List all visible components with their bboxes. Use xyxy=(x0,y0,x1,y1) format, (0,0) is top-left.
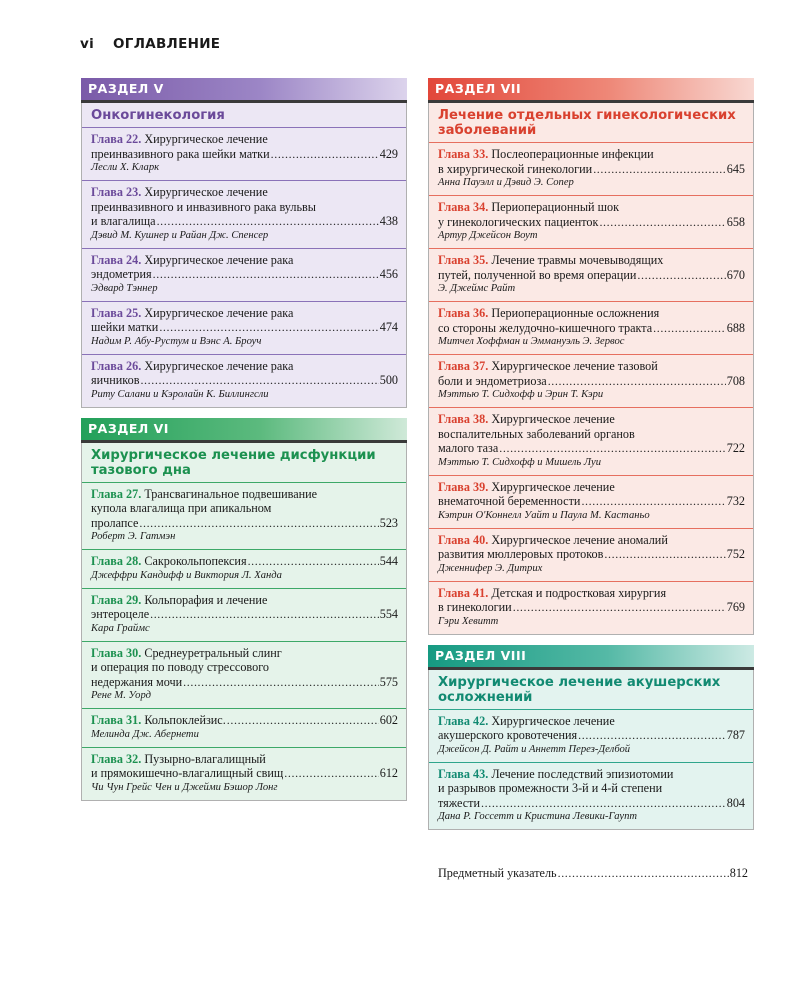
chapter-title-line xyxy=(91,607,398,622)
chapter-number: Глава 31. xyxy=(91,713,142,727)
chapter-title-text: Хирургическое лечение тазовой xyxy=(491,359,658,373)
chapter-title-text: Хирургическое лечение xyxy=(491,479,615,494)
section-label: РАЗДЕЛ VIII xyxy=(435,647,527,663)
chapter-number: Глава 30. xyxy=(91,645,142,660)
chapter-title-line xyxy=(438,767,745,782)
chapter-entry[interactable] xyxy=(82,301,406,354)
page-number: 645 xyxy=(726,161,745,176)
chapter-number: Глава 26. xyxy=(91,358,142,373)
section-title-line: Хирургическое лечение дисфункции xyxy=(91,447,376,463)
chapter-title-text: эндометрия xyxy=(91,267,152,281)
left-column xyxy=(81,78,407,801)
page-number: 456 xyxy=(379,267,398,281)
chapter-title-text: Пузырно-влагалищный xyxy=(144,751,266,766)
chapter-number: Глава 38. xyxy=(438,412,489,426)
section-banner xyxy=(428,645,754,667)
chapter-title-line xyxy=(91,200,398,215)
chapter-title-text: развития мюллеровых протоков xyxy=(438,547,604,561)
chapter-title-text: Детская и подростковая хирургия xyxy=(491,585,667,600)
chapter-title-line xyxy=(91,554,398,569)
section-banner xyxy=(428,78,754,100)
section-title xyxy=(429,670,753,709)
chapter-title-text: энтероцеле xyxy=(91,607,150,621)
page-title: ОГЛАВЛЕНИЕ xyxy=(113,36,221,52)
section-title xyxy=(429,103,753,142)
chapter-title-line xyxy=(91,267,398,282)
chapter-title-line xyxy=(91,359,398,374)
chapter-title-text: преинвазивного и инвазивного рака вульвы xyxy=(91,199,316,214)
page-number: 575 xyxy=(379,674,398,689)
chapter-title-text: преинвазивного рака шейки матки xyxy=(91,146,270,161)
chapter-title-text: в гинекологии xyxy=(438,600,512,614)
chapter-title-text: Лечение последствий эпизиотомии xyxy=(491,766,674,781)
chapter-list xyxy=(429,709,753,830)
section-title-line: заболеваний xyxy=(438,123,537,138)
leader-dots xyxy=(548,374,726,389)
chapter-entry[interactable] xyxy=(82,180,406,248)
section-title-line: осложнений xyxy=(438,689,533,705)
section-title-line: тазового дна xyxy=(91,462,191,478)
leader-dots xyxy=(637,268,725,283)
chapter-entry[interactable] xyxy=(429,528,753,581)
chapter-title-line xyxy=(91,501,398,516)
chapter-entry[interactable] xyxy=(82,588,406,641)
chapter-authors: Кара Граймс xyxy=(91,622,150,634)
chapter-number: Глава 39. xyxy=(438,479,489,494)
chapter-number: Глава 27. xyxy=(91,486,142,501)
chapter-title-text: шейки матки xyxy=(91,320,159,334)
chapter-title-text: Хирургическое лечение рака xyxy=(144,358,294,373)
chapter-title-text: Хирургическое лечение xyxy=(144,185,268,199)
chapter-authors: Чи Чун Грейс Чен и Джейми Бэшор Лонг xyxy=(91,781,278,793)
chapter-title-line xyxy=(91,214,398,229)
section-box xyxy=(428,103,754,635)
chapter-title-line xyxy=(438,728,745,743)
chapter-title-text: внематочной беременности xyxy=(438,494,581,508)
section-title-line: Онкогинекология xyxy=(91,108,225,123)
chapter-title-line xyxy=(91,646,398,661)
section-box xyxy=(428,670,754,831)
right-column xyxy=(428,78,754,830)
chapter-title-text: Кольпорафия и лечение xyxy=(144,592,268,607)
chapter-title-line xyxy=(91,675,398,690)
chapter-entry[interactable] xyxy=(429,142,753,195)
chapter-title-text: Трансвагинальное подвешивание xyxy=(144,486,318,501)
chapter-title-text: яичников xyxy=(91,373,140,387)
chapter-number: Глава 24. xyxy=(91,252,142,267)
chapter-title-text: боли и эндометриоза xyxy=(438,373,547,388)
chapter-title-text: малого таза xyxy=(438,441,499,455)
section-label: РАЗДЕЛ VI xyxy=(88,420,169,436)
chapter-entry[interactable] xyxy=(429,248,753,301)
chapter-title-line xyxy=(438,547,745,562)
chapter-title-text: воспалительных заболеваний органов xyxy=(438,426,635,441)
page-number: 732 xyxy=(726,494,745,508)
section-title xyxy=(82,443,406,482)
chapter-title-line xyxy=(91,147,398,162)
chapter-number: Глава 34. xyxy=(438,200,489,214)
page-header xyxy=(80,36,220,52)
chapter-authors: Гэри Хевитт xyxy=(438,615,499,627)
chapter-title-line xyxy=(91,306,398,321)
chapter-entry[interactable] xyxy=(82,248,406,301)
chapter-title-text: Периоперационные осложнения xyxy=(491,306,660,320)
chapter-entry[interactable] xyxy=(429,301,753,354)
chapter-title-line xyxy=(438,441,745,456)
page-number: 474 xyxy=(379,320,398,334)
chapter-number: Глава 29. xyxy=(91,592,142,607)
chapter-authors: Кэтрин О'Коннелл Уайт и Паула М. Кастаньо xyxy=(438,509,650,521)
leader-dots xyxy=(139,516,378,531)
leader-dots xyxy=(599,215,725,230)
chapter-title-text: в хирургической гинекологии xyxy=(438,161,593,176)
section-banner xyxy=(81,78,407,100)
leader-dots xyxy=(271,147,379,162)
leader-dots xyxy=(140,373,378,388)
chapter-title-text: Лечение травмы мочевыводящих xyxy=(491,253,664,267)
page-number: 688 xyxy=(726,320,745,335)
chapter-authors: Джеффри Кандифф и Виктория Л. Ханда xyxy=(91,569,282,581)
chapter-entry[interactable] xyxy=(82,641,406,709)
chapter-title-line xyxy=(91,320,398,335)
chapter-title-text: и операция по поводу стрессового xyxy=(91,660,269,674)
section-box xyxy=(81,103,407,408)
leader-dots xyxy=(183,675,379,690)
chapter-title-line xyxy=(91,516,398,531)
chapter-entry[interactable] xyxy=(82,708,406,747)
chapter-title-text: и разрывов промежности 3-й и 4-й степени xyxy=(438,781,663,795)
chapter-list xyxy=(82,482,406,800)
chapter-title-text: путей, полученной во время операции xyxy=(438,267,637,282)
page-number: 438 xyxy=(379,214,398,228)
chapter-number: Глава 22. xyxy=(91,132,142,146)
chapter-authors: Артур Джейсон Воут xyxy=(438,230,538,241)
page-number: 602 xyxy=(379,713,398,727)
leader-dots xyxy=(227,713,379,728)
index-entry[interactable] xyxy=(438,866,748,881)
chapter-title-line xyxy=(91,766,398,781)
page-number: 804 xyxy=(726,795,745,810)
chapter-title-line xyxy=(438,600,745,615)
page-number: 787 xyxy=(726,728,745,742)
chapter-title-line xyxy=(438,253,745,268)
leader-dots xyxy=(159,320,378,335)
leader-dots xyxy=(284,766,378,781)
chapter-authors: Мелинда Дж. Абернети xyxy=(91,728,199,740)
leader-dots xyxy=(653,321,726,336)
chapter-title-line xyxy=(438,412,745,427)
page-number: 544 xyxy=(379,554,398,568)
leader-dots xyxy=(604,547,725,562)
leader-dots xyxy=(150,607,379,622)
leader-dots xyxy=(578,728,726,743)
chapter-title-text: Хирургическое лечение рака xyxy=(144,252,294,267)
chapter-title-text: и прямокишечно-влагалищный свищ xyxy=(91,766,284,780)
chapter-title-line xyxy=(438,374,745,389)
chapter-entry[interactable] xyxy=(82,747,406,800)
section-title xyxy=(82,103,406,127)
leader-dots xyxy=(513,600,726,615)
chapter-authors: Дана Р. Госсетт и Кристина Левики-Гаупт xyxy=(438,811,638,822)
page-number: vi xyxy=(80,36,95,52)
chapter-number: Глава 40. xyxy=(438,532,489,547)
chapter-title-line xyxy=(91,660,398,675)
page-number: 500 xyxy=(379,373,398,387)
leader-dots xyxy=(248,554,379,569)
chapter-number: Глава 43. xyxy=(438,766,489,781)
chapter-list xyxy=(429,142,753,634)
index-label: Предметный указатель xyxy=(438,866,557,880)
chapter-entry[interactable] xyxy=(429,762,753,830)
chapter-title-text: у гинекологических пациенток xyxy=(438,214,599,229)
section-6 xyxy=(81,418,407,801)
chapter-number: Глава 32. xyxy=(91,751,142,766)
leader-dots xyxy=(558,866,729,881)
chapter-authors: Мэттью Т. Сидхофф и Мишель Луи xyxy=(438,456,602,468)
chapter-number: Глава 41. xyxy=(438,585,489,600)
chapter-entry[interactable] xyxy=(429,581,753,634)
chapter-title-line xyxy=(438,480,745,495)
chapter-title-line xyxy=(91,132,398,147)
chapter-title-line xyxy=(91,373,398,388)
chapter-title-line xyxy=(438,162,745,177)
page-number: 523 xyxy=(379,515,398,530)
chapter-title-text: акушерского кровотечения xyxy=(438,728,578,742)
section-label: РАЗДЕЛ V xyxy=(88,81,164,96)
section-box xyxy=(81,443,407,801)
section-5 xyxy=(81,78,407,408)
chapter-title-line xyxy=(438,215,745,230)
leader-dots xyxy=(157,214,379,229)
chapter-title-text: со стороны желудочно-кишечного тракта xyxy=(438,320,653,335)
chapter-title-line xyxy=(438,533,745,548)
chapter-title-text: Среднеуретральный слинг xyxy=(144,645,282,660)
chapter-authors: Эдвард Тэннер xyxy=(91,282,158,294)
chapter-number: Глава 28. xyxy=(91,554,142,568)
chapter-title-line xyxy=(91,713,398,728)
leader-dots xyxy=(481,796,726,811)
chapter-title-text: Периоперационный шок xyxy=(491,200,620,214)
page-number: 658 xyxy=(726,214,745,229)
leader-dots xyxy=(499,441,725,456)
section-7 xyxy=(428,78,754,635)
section-title-line: Лечение отдельных гинекологических xyxy=(438,108,736,123)
section-title-line: Хирургическое лечение акушерских xyxy=(438,674,721,690)
chapter-authors: Джейсон Д. Райт и Аннетт Перез-Делбой xyxy=(438,743,631,755)
chapter-authors: Митчел Хоффман и Эммануэль Э. Зервос xyxy=(438,336,625,347)
page-number: 722 xyxy=(726,441,745,455)
chapter-entry[interactable] xyxy=(82,482,406,550)
page-number: 769 xyxy=(726,600,745,614)
chapter-title-line xyxy=(438,586,745,601)
chapter-title-text: Хирургическое лечение xyxy=(491,713,615,728)
chapter-title-line xyxy=(438,200,745,215)
chapter-title-text: Хирургическое лечение xyxy=(491,412,615,426)
chapter-authors: Роберт Э. Гатмэн xyxy=(91,531,176,542)
chapter-entry[interactable] xyxy=(429,354,753,407)
chapter-entry[interactable] xyxy=(82,549,406,588)
chapter-title-line xyxy=(438,359,745,374)
page-number: 670 xyxy=(726,267,745,282)
chapter-title-line xyxy=(438,796,745,811)
chapter-title-line xyxy=(438,427,745,442)
chapter-entry[interactable] xyxy=(429,195,753,248)
chapter-number: Глава 37. xyxy=(438,359,489,373)
chapter-title-text: Хирургическое лечение рака xyxy=(144,305,294,320)
chapter-authors: Дэвид М. Кушнер и Райан Дж. Спенсер xyxy=(91,229,269,241)
chapter-title-line xyxy=(91,185,398,200)
chapter-title-text: недержания мочи xyxy=(91,674,183,689)
chapter-title-line xyxy=(438,781,745,796)
chapter-authors: Рене М. Уорд xyxy=(91,690,151,701)
chapter-authors: Анна Пауэлл и Дэвид Э. Сопер xyxy=(438,177,574,188)
chapter-title-line xyxy=(438,714,745,729)
chapter-title-text: Послеоперационные инфекции xyxy=(491,147,654,161)
chapter-title-text: купола влагалища при апикальном xyxy=(91,501,272,515)
chapter-title-line xyxy=(438,494,745,509)
section-8 xyxy=(428,645,754,831)
section-label: РАЗДЕЛ VII xyxy=(435,81,522,96)
chapter-title-text: Хирургическое лечение xyxy=(144,132,268,146)
chapter-title-line xyxy=(438,147,745,162)
chapter-number: Глава 25. xyxy=(91,305,142,320)
page-number: 429 xyxy=(379,146,398,161)
chapter-entry[interactable] xyxy=(429,709,753,762)
chapter-authors: Лесли Х. Кларк xyxy=(91,162,160,173)
chapter-number: Глава 36. xyxy=(438,306,489,320)
chapter-title-text: тяжести xyxy=(438,795,481,810)
page-number: 812 xyxy=(729,866,748,880)
section-banner xyxy=(81,418,407,440)
chapter-number: Глава 42. xyxy=(438,713,489,728)
page-number: 612 xyxy=(379,766,398,780)
chapter-authors: Э. Джеймс Райт xyxy=(438,283,516,294)
chapter-title-line xyxy=(438,306,745,321)
chapter-authors: Дженнифер Э. Дитрих xyxy=(438,562,543,574)
chapter-number: Глава 33. xyxy=(438,147,489,161)
chapter-title-line xyxy=(91,487,398,502)
chapter-title-text: и влагалища xyxy=(91,214,156,228)
leader-dots xyxy=(153,267,379,282)
chapter-number: Глава 35. xyxy=(438,253,489,267)
chapter-title-text: Хирургическое лечение аномалий xyxy=(491,532,668,547)
page-number: 554 xyxy=(379,607,398,621)
page-number: 752 xyxy=(726,547,745,561)
chapter-authors: Риту Салани и Кэролайн К. Биллингсли xyxy=(91,388,269,400)
chapter-list xyxy=(82,127,406,407)
chapter-title-line xyxy=(91,253,398,268)
chapter-authors: Надим Р. Абу-Рустум и Вэнс А. Броуч xyxy=(91,335,262,347)
chapter-entry[interactable] xyxy=(82,354,406,407)
chapter-title-line xyxy=(438,268,745,283)
leader-dots xyxy=(581,494,725,509)
chapter-title-text: Кольпоклейзис. xyxy=(144,713,226,727)
chapter-entry[interactable] xyxy=(82,127,406,180)
chapter-title-line xyxy=(91,593,398,608)
chapter-title-line xyxy=(91,752,398,767)
chapter-authors: Мэттью Т. Сидхофф и Эрин Т. Кэри xyxy=(438,389,604,400)
chapter-title-line xyxy=(438,321,745,336)
page-number: 708 xyxy=(726,373,745,388)
chapter-entry[interactable] xyxy=(429,475,753,528)
chapter-title-text: Сакрокольпопексия xyxy=(144,554,247,568)
leader-dots xyxy=(593,162,726,177)
chapter-title-text: пролапсе xyxy=(91,515,139,530)
chapter-number: Глава 23. xyxy=(91,185,142,199)
chapter-entry[interactable] xyxy=(429,407,753,475)
